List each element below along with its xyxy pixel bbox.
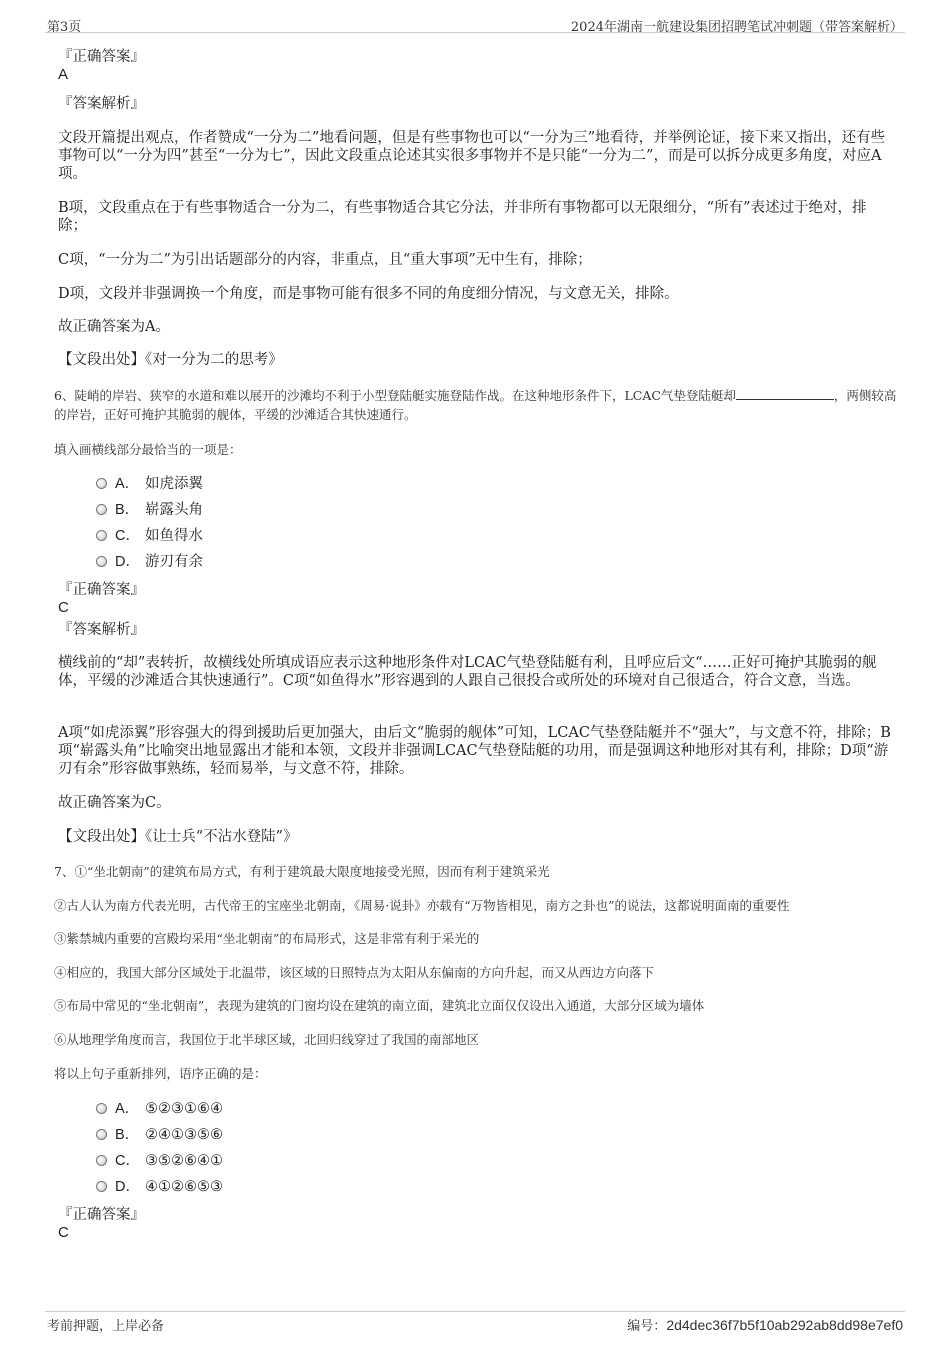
analysis-paragraph: A项“如虎添翼”形容强大的得到援助后更加强大，由后文“脆弱的舰体”可知，LCAC气垫登陆艇并不“强大”，与文意不符，排除；B项“崭露头角”比喻突出地显露出才能和本领，文段并非强调LCAC气垫登陆艇的功用，而是强调这种地形对其有利，排除；D项“游刃有余”形容做事熟练，轻而易举，与文意不符，排除。 <box>58 725 891 777</box>
option-text: 崭露头角 <box>145 502 203 518</box>
page-number: 第3页 <box>47 20 82 35</box>
option-text: ④①②⑥⑤③ <box>145 1179 223 1195</box>
source-citation: 【文段出处】《对一分为二的思考》 <box>58 352 283 368</box>
answer-label: 『正确答案』 <box>58 49 145 65</box>
option-letter: D． <box>115 1179 140 1195</box>
question-prompt: 将以上句子重新排列，语序正确的是： <box>54 1066 267 1081</box>
radio-icon[interactable] <box>96 1103 107 1114</box>
answer-label: 『正确答案』 <box>58 582 145 598</box>
question-prompt: 填入画横线部分最恰当的一项是： <box>54 442 242 457</box>
option-text: ③⑤②⑥④① <box>145 1153 223 1169</box>
footer-slogan: 考前押题，上岸必备 <box>47 1319 165 1334</box>
option-letter: A． <box>115 476 140 492</box>
conclusion: 故正确答案为A。 <box>58 319 170 335</box>
analysis-paragraph: 文段开篇提出观点，作者赞成“一分为二”地看问题，但是有些事物也可以“一分为三”地看待，并举例论证，接下来又指出，还有些事物可以“一分为四”甚至“一分为七”，因此文段重点论述其实很多事物并不是只能“一分为二”，而是可以拆分成更多角度，对应A项。 <box>58 130 886 182</box>
option-c[interactable] <box>96 1151 223 1171</box>
radio-icon[interactable] <box>96 1129 107 1140</box>
option-d[interactable] <box>96 1177 223 1197</box>
sentence: 7、①“坐北朝南”的建筑布局方式，有利于建筑最大限度地接受光照，因而有利于建筑采光 <box>54 864 550 879</box>
radio-icon[interactable] <box>96 530 107 541</box>
question-stem-part: ，两侧较高的岸岩，正好可掩护其脆弱的舰体，平缓的沙滩适合其快速通行。 <box>54 388 897 422</box>
document-title: 2024年湖南一航建设集团招聘笔试冲刺题（带答案解析） <box>570 20 903 35</box>
radio-icon[interactable] <box>96 504 107 515</box>
document-id-label: 编号： <box>627 1319 667 1334</box>
option-a[interactable] <box>96 1099 223 1119</box>
analysis-label: 『答案解析』 <box>58 96 145 112</box>
page-footer <box>45 1311 905 1334</box>
question-stem <box>54 386 904 424</box>
option-b[interactable] <box>96 500 203 520</box>
sentence: ④相应的，我国大部分区域处于北温带，该区域的日照特点为太阳从东偏南的方向升起，而又从西边方向落下 <box>54 965 655 980</box>
document-id <box>627 1315 903 1334</box>
document-id-value: 2d4dec36f7b5f10ab292ab8dd98e7ef0 <box>666 1317 903 1333</box>
option-d[interactable] <box>96 552 203 572</box>
option-letter: D． <box>115 554 140 570</box>
option-b[interactable] <box>96 1125 223 1145</box>
fill-blank <box>736 387 834 400</box>
source-citation: 【文段出处】《让士兵“不沾水登陆”》 <box>58 829 298 845</box>
option-text: ⑤②③①⑥④ <box>145 1101 223 1117</box>
option-letter: A． <box>115 1101 140 1117</box>
option-letter: B． <box>115 502 140 518</box>
answer-value: A <box>58 66 69 83</box>
option-letter: C． <box>115 528 140 544</box>
option-letter: C． <box>115 1153 140 1169</box>
analysis-label: 『答案解析』 <box>58 622 145 638</box>
analysis-paragraph: B项，文段重点在于有些事物适合一分为二，有些事物适合其它分法，并非所有事物都可以无限细分，“所有”表述过于绝对，排除； <box>58 200 867 234</box>
option-text: 如鱼得水 <box>145 528 203 544</box>
question-stem-part: 6、陡峭的岸岩、狭窄的水道和难以展开的沙滩均不利于小型登陆艇实施登陆作战。在这种地形条件下，LCAC气垫登陆艇却 <box>54 388 736 403</box>
sentence: ②古人认为南方代表光明，古代帝王的宝座坐北朝南，《周易·说卦》亦载有“万物皆相见，南方之卦也”的说法，这都说明面南的重要性 <box>54 898 790 913</box>
sentence: ③紫禁城内重要的宫殿均采用“坐北朝南”的布局形式，这是非常有利于采光的 <box>54 931 480 946</box>
option-c[interactable] <box>96 526 203 546</box>
conclusion: 故正确答案为C。 <box>58 795 171 811</box>
option-text: 如虎添翼 <box>145 476 203 492</box>
radio-icon[interactable] <box>96 478 107 489</box>
analysis-paragraph: C项，“一分为二”为引出话题部分的内容，非重点，且“重大事项”无中生有，排除； <box>58 252 592 268</box>
sentence: ⑥从地理学角度而言，我国位于北半球区域，北回归线穿过了我国的南部地区 <box>54 1032 480 1047</box>
page-header <box>45 14 905 33</box>
answer-value: C <box>58 1224 69 1241</box>
analysis-paragraph: 横线前的“却”表转折，故横线处所填成语应表示这种地形条件对LCAC气垫登陆艇有利，且呼应后文“……正好可掩护其脆弱的舰体，平缓的沙滩适合其快速通行”。C项“如鱼得水”形容遇到的人跟自己很投合或所处的环境对自己很适合，符合文意，当选。 <box>58 655 877 689</box>
option-a[interactable] <box>96 474 203 494</box>
answer-label: 『正确答案』 <box>58 1207 145 1223</box>
radio-icon[interactable] <box>96 556 107 567</box>
radio-icon[interactable] <box>96 1155 107 1166</box>
answer-value: C <box>58 599 69 616</box>
option-text: 游刃有余 <box>145 554 203 570</box>
sentence: ⑤布局中常见的“坐北朝南”，表现为建筑的门窗均设在建筑的南立面，建筑北立面仅仅设出入通道，大部分区域为墙体 <box>54 998 705 1013</box>
option-letter: B． <box>115 1127 140 1143</box>
option-text: ②④①③⑤⑥ <box>145 1127 223 1143</box>
analysis-paragraph: D项，文段并非强调换一个角度，而是事物可能有很多不同的角度细分情况，与文意无关，排除。 <box>58 286 679 302</box>
radio-icon[interactable] <box>96 1181 107 1192</box>
